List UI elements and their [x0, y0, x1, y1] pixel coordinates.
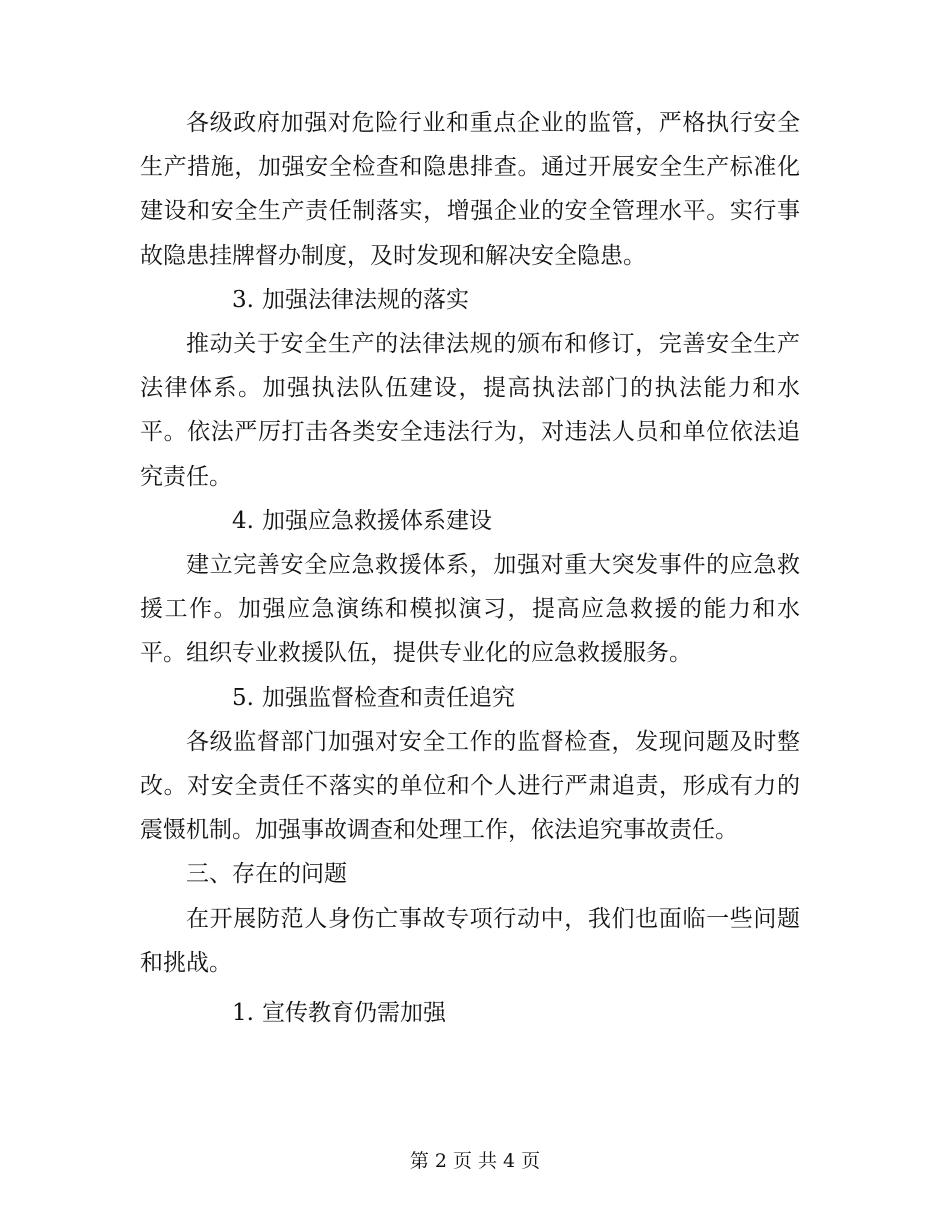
heading-text: 加强法律法规的落实: [261, 286, 469, 313]
heading-publicity-education: [140, 991, 800, 1035]
heading-number: 5.: [232, 684, 254, 711]
heading-existing-problems: [140, 852, 800, 896]
heading-number: 4.: [232, 507, 254, 534]
heading-supervision-accountability: [140, 676, 800, 720]
paragraph-existing-problems: 在开展防范人身伤亡事故专项行动中，我们也面临一些问题和挑战。: [140, 905, 800, 976]
page-footer: 第 2 页 共 4 页: [409, 1150, 541, 1172]
paragraph-emergency-rescue: 建立完善安全应急救援体系，加强对重大突发事件的应急救援工作。加强应急演练和模拟演习，提高应急救援的能力和水平。组织专业救援队伍，提供专业化的应急救援服务。: [140, 552, 800, 667]
heading-text: 加强应急救援体系建设: [261, 507, 492, 534]
heading-number: 1.: [232, 1000, 254, 1027]
heading-text: 加强监督检查和责任追究: [261, 684, 515, 711]
heading-text: 宣传教育仍需加强: [261, 1000, 446, 1027]
heading-emergency-rescue: [140, 499, 800, 543]
paragraph-safety-supervision: 各级政府加强对危险行业和重点企业的监管，严格执行安全生产措施，加强安全检查和隐患排查。通过开展安全生产标准化建设和安全生产责任制落实，增强企业的安全管理水平。实行事故隐患挂牌督办制度，及时发现和解决安全隐患。: [140, 110, 800, 269]
heading-number: 3.: [232, 286, 254, 313]
heading-legal-enforcement: [140, 278, 800, 322]
paragraph-legal-enforcement: 推动关于安全生产的法律法规的颁布和修订，完善安全生产法律体系。加强执法队伍建设，提高执法部门的执法能力和水平。依法严厉打击各类安全违法行为，对违法人员和单位依法追究责任。: [140, 331, 800, 490]
heading-text: 三、存在的问题: [186, 861, 347, 888]
paragraph-supervision-accountability: 各级监督部门加强对安全工作的监督检查，发现问题及时整改。对安全责任不落实的单位和个人进行严肃追责，形成有力的震慑机制。加强事故调查和处理工作，依法追究事故责任。: [140, 728, 800, 844]
document-body: [140, 101, 800, 1035]
